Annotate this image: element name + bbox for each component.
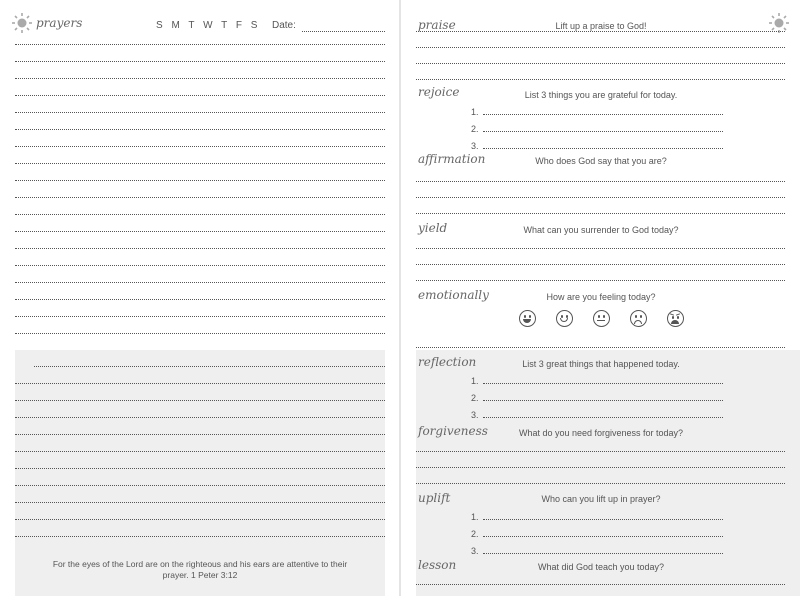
list-number: 2. [471, 124, 479, 134]
affirmation-line[interactable] [416, 181, 785, 182]
forgiveness-line[interactable] [416, 451, 785, 452]
section-yield-prompt: What can you surrender to God today? [523, 225, 679, 235]
rejoice-item-line[interactable] [483, 131, 723, 132]
section-yield-title: yield [418, 221, 448, 235]
evening-line[interactable] [15, 434, 385, 435]
list-number: 1. [471, 512, 479, 522]
list-number: 3. [471, 141, 479, 151]
yield-line[interactable] [416, 248, 785, 249]
moon-icon [19, 357, 33, 375]
evening-line[interactable] [15, 417, 385, 418]
evening-line[interactable] [15, 383, 385, 384]
evening-line[interactable] [15, 468, 385, 469]
forgiveness-line[interactable] [416, 483, 785, 484]
section-affirmation-title: affirmation [418, 152, 486, 166]
date-label: Date: [272, 20, 296, 31]
reflection-item-line[interactable] [483, 383, 723, 384]
uplift-item-line[interactable] [483, 553, 723, 554]
section-reflection-title: reflection [418, 355, 477, 369]
prayer-line[interactable] [15, 248, 385, 249]
evening-shade-right [416, 350, 800, 596]
prayer-line[interactable] [15, 78, 385, 79]
section-rejoice-title: rejoice [418, 85, 460, 99]
reflection-item-line[interactable] [483, 400, 723, 401]
section-lesson-prompt: What did God teach you today? [537, 562, 665, 572]
praise-line[interactable] [416, 47, 785, 48]
prayer-line[interactable] [15, 163, 385, 164]
prayer-line[interactable] [15, 299, 385, 300]
prayer-line[interactable] [15, 95, 385, 96]
affirmation-line[interactable] [416, 213, 785, 214]
mood-upset-icon[interactable] [667, 310, 684, 327]
prayer-line[interactable] [15, 61, 385, 62]
scripture-verse: For the eyes of the Lord are on the righteous and his ears are attentive to their prayer. 1 Peter 3:12 [52, 559, 348, 580]
emotion-line[interactable] [416, 347, 785, 348]
prayer-line[interactable] [15, 265, 385, 266]
list-number: 1. [471, 376, 479, 386]
prayer-line[interactable] [15, 112, 385, 113]
section-lesson-title: lesson [418, 558, 457, 572]
section-forgiveness-prompt: What do you need forgiveness for today? [518, 428, 684, 438]
date-line[interactable] [302, 31, 385, 32]
section-emotionally-prompt: How are you feeling today? [546, 292, 656, 302]
section-rejoice-prompt: List 3 things you are grateful for today. [524, 90, 678, 100]
list-number: 3. [471, 546, 479, 556]
evening-line[interactable] [15, 400, 385, 401]
evening-line[interactable] [15, 502, 385, 503]
evening-line[interactable] [15, 451, 385, 452]
weekday-selector[interactable]: S M T W T F S [156, 20, 261, 31]
section-uplift-prompt: Who can you lift up in prayer? [541, 494, 661, 504]
yield-line[interactable] [416, 280, 785, 281]
section-reflection-prompt: List 3 great things that happened today. [522, 359, 680, 369]
evening-line-first[interactable] [34, 366, 385, 367]
prayer-line[interactable] [15, 197, 385, 198]
evening-line[interactable] [15, 519, 385, 520]
sun-icon [11, 12, 33, 34]
prayer-line[interactable] [15, 333, 385, 334]
affirmation-line[interactable] [416, 197, 785, 198]
right-page [401, 0, 800, 596]
forgiveness-line[interactable] [416, 467, 785, 468]
mood-happy-icon[interactable] [556, 310, 573, 327]
section-uplift-title: uplift [418, 491, 451, 505]
prayer-line[interactable] [15, 129, 385, 130]
rejoice-item-line[interactable] [483, 148, 723, 149]
moon-icon [770, 356, 784, 376]
prayer-line[interactable] [15, 231, 385, 232]
list-number: 2. [471, 529, 479, 539]
prayer-line[interactable] [15, 282, 385, 283]
section-praise-prompt: Lift up a praise to God! [555, 21, 647, 31]
uplift-item-line[interactable] [483, 519, 723, 520]
section-praise-title: praise [418, 18, 456, 32]
prayer-line[interactable] [15, 316, 385, 317]
evening-line[interactable] [15, 536, 385, 537]
praise-line[interactable] [416, 79, 785, 80]
evening-line[interactable] [15, 485, 385, 486]
section-forgiveness-title: forgiveness [418, 424, 488, 438]
prayer-line[interactable] [15, 146, 385, 147]
section-emotionally-title: emotionally [418, 288, 489, 302]
section-affirmation-prompt: Who does God say that you are? [535, 156, 667, 166]
mood-very-happy-icon[interactable] [519, 310, 536, 327]
praise-line[interactable] [416, 63, 785, 64]
list-number: 3. [471, 410, 479, 420]
list-number: 1. [471, 107, 479, 117]
mood-sad-icon[interactable] [630, 310, 647, 327]
uplift-item-line[interactable] [483, 536, 723, 537]
prayer-line[interactable] [15, 180, 385, 181]
mood-neutral-icon[interactable] [593, 310, 610, 327]
rejoice-item-line[interactable] [483, 114, 723, 115]
reflection-item-line[interactable] [483, 417, 723, 418]
lesson-line[interactable] [416, 584, 785, 585]
prayer-line[interactable] [15, 44, 385, 45]
list-number: 2. [471, 393, 479, 403]
prayers-title: prayers [36, 16, 83, 30]
prayer-line[interactable] [15, 214, 385, 215]
yield-line[interactable] [416, 264, 785, 265]
praise-line[interactable] [416, 31, 785, 32]
